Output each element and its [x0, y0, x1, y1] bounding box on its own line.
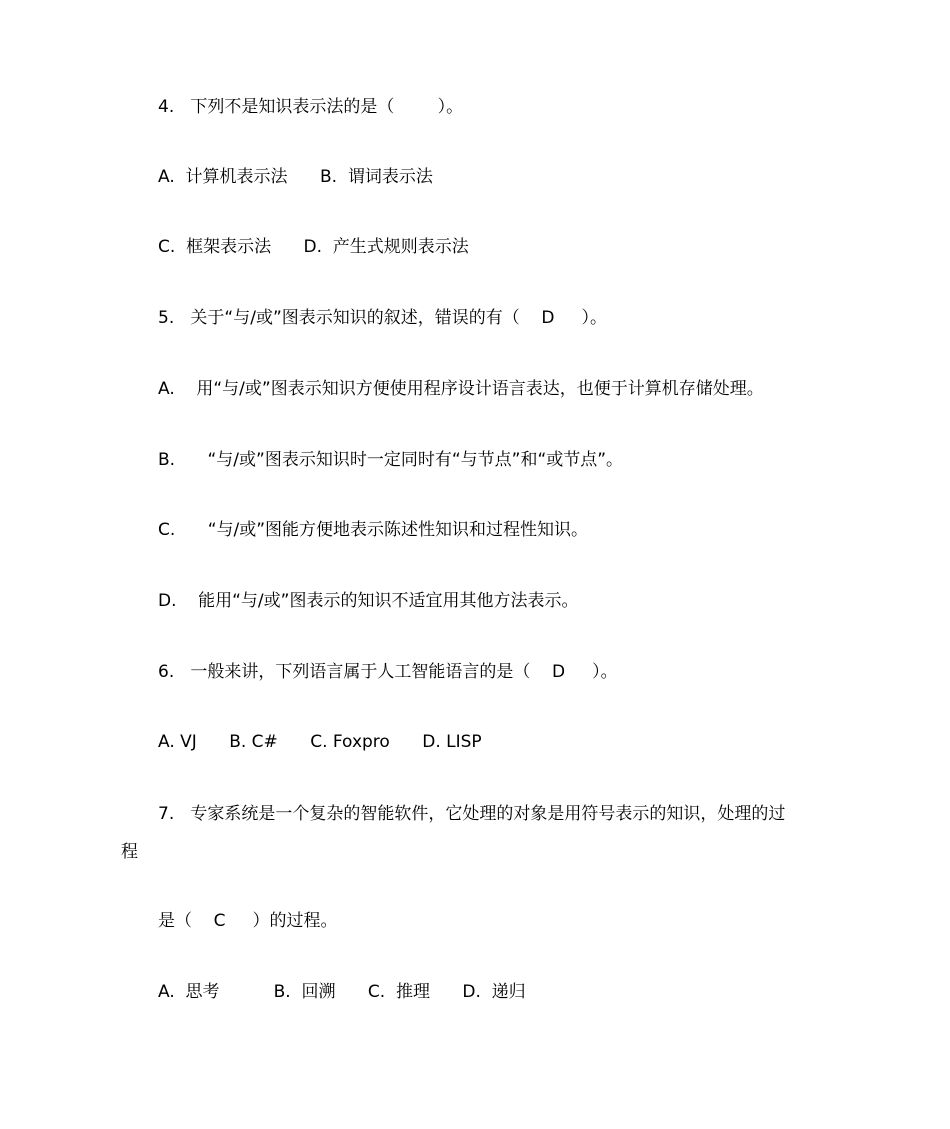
- question-7-options: A. 思考 B. 回溯 C. 推理 D. 递归: [158, 982, 526, 1002]
- question-5-option-c: C. “与/或”图能方便地表示陈述性知识和过程性知识。: [158, 520, 589, 540]
- question-7-line-3: 是（ C ）的过程。: [158, 911, 338, 931]
- question-5: 5. 关于“与/或”图表示知识的叙述，错误的有（ D ）。: [158, 308, 607, 328]
- question-4: 4. 下列不是知识表示法的是（ ）。: [158, 97, 464, 117]
- question-6-options: A. VJ B. C# C. Foxpro D. LISP: [158, 732, 482, 752]
- question-5-option-a: A. 用“与/或”图表示知识方便使用程序设计语言表达，也便于计算机存储处理。: [158, 379, 764, 399]
- question-6: 6. 一般来讲，下列语言属于人工智能语言的是（ D ）。: [158, 662, 618, 682]
- question-7-line-2: 程: [121, 842, 138, 862]
- question-5-option-d: D. 能用“与/或”图表示的知识不适宜用其他方法表示。: [158, 591, 579, 611]
- question-7-line-1: 7. 专家系统是一个复杂的智能软件，它处理的对象是用符号表示的知识，处理的过: [158, 804, 786, 824]
- question-4-options-ab: A. 计算机表示法 B. 谓词表示法: [158, 167, 433, 187]
- question-5-option-b: B. “与/或”图表示知识时一定同时有“与节点”和“或节点”。: [158, 450, 624, 470]
- question-4-options-cd: C. 框架表示法 D. 产生式规则表示法: [158, 237, 469, 257]
